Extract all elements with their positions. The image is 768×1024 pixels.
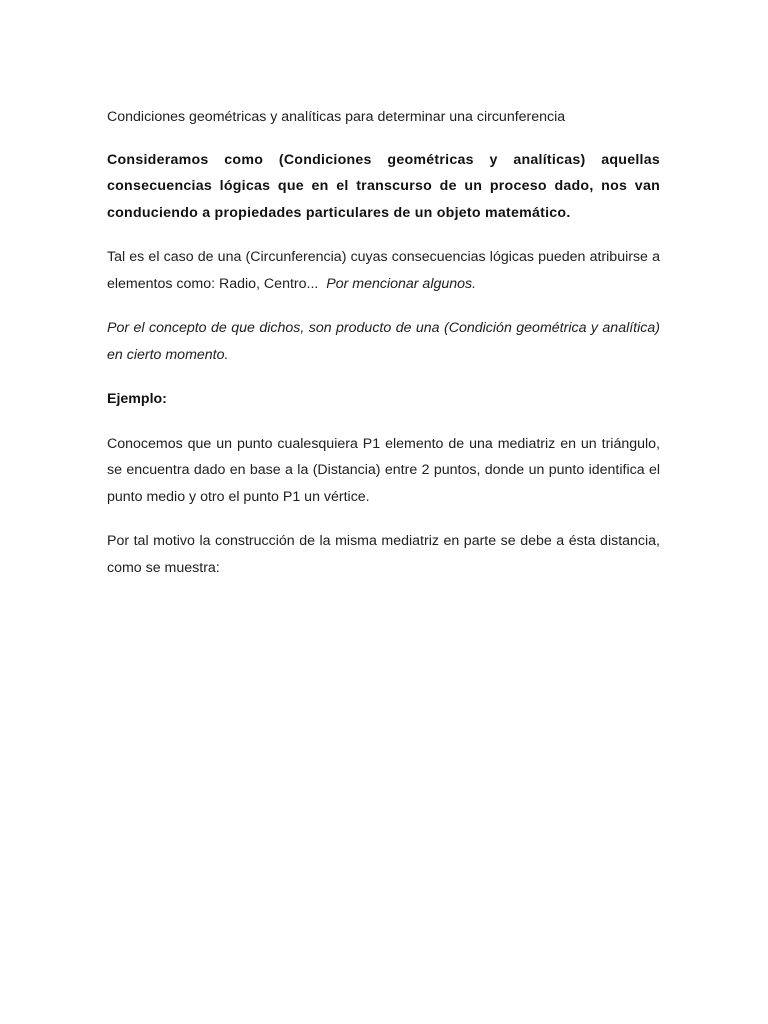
circumference-italic-text: Por mencionar algunos. (326, 275, 477, 292)
concept-paragraph: Por el concepto de que dichos, son producto de una (Condición geométrica y analítica) en cierto momento. (107, 320, 660, 363)
document-title: Condiciones geométricas y analíticas para determinar una circunferencia (107, 109, 566, 125)
intro-paragraph: Consideramos como (Condiciones geométricas y analíticas) aquellas consecuencias lógicas que en el transcurso de un proceso dado, nos van conduciendo a propiedades particulares de un objeto matemático. (107, 151, 660, 221)
document-body (107, 104, 660, 599)
circumference-paragraph (107, 244, 660, 297)
example-paragraph: Conocemos que un punto cualesquiera P1 elemento de una mediatriz en un triángulo, se encuentra dado en base a la (Distancia) entre 2 puntos, donde un punto identifica el punto medio y otro el punto P1 un vértice. (107, 435, 660, 505)
circumference-text: Tal es el caso de una (Circunferencia) cuyas consecuencias lógicas pueden atribuirse a elementos como: Radio, Centro... (107, 249, 660, 292)
example-heading: Ejemplo: (107, 391, 167, 407)
construction-paragraph: Por tal motivo la construcción de la misma mediatriz en parte se debe a ésta distancia, como se muestra: (107, 533, 660, 576)
